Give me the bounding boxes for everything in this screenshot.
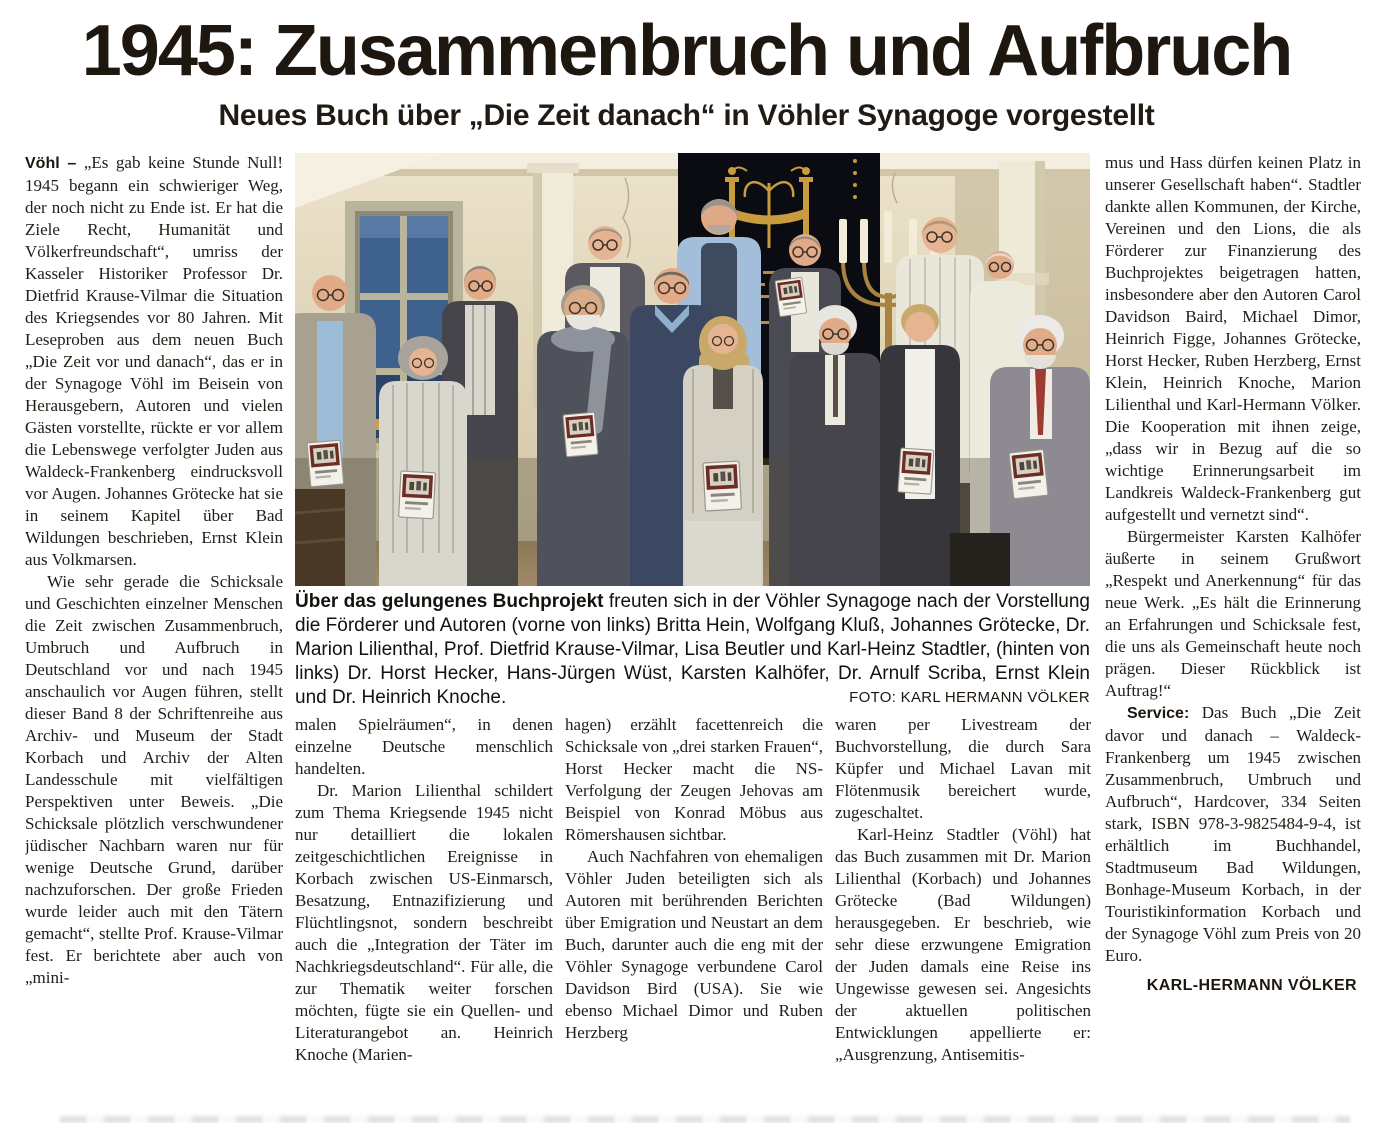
- paragraph: Dr. Marion Lilienthal schildert zum Thema Kriegsende 1945 nicht nur detailliert die lokalen zeitgeschichtlichen Ereignisse in Korbach zwischen US-Einmarsch, Besatzung, Entnazifizierung und Flüchtlingsnot, sondern beschreibt auch die „Integration der Täter im Nachkriegsdeutschland“. Für alle, die zur Thematik weiter forschen möchten, fügte sie ein Quellen- und Literaturangebot an. Heinrich Knoche (Marien-: [295, 781, 553, 1064]
- book-copy: [307, 440, 344, 487]
- article-column-1: [25, 152, 283, 1104]
- subheadline: Neues Buch über „Die Zeit danach“ in Vöhler Synagoge vorgestellt: [218, 99, 1155, 132]
- dateline: Vöhl –: [25, 155, 77, 172]
- author-byline: KARL-HERMANN VÖLKER: [1146, 977, 1357, 994]
- paragraph: waren per Livestream der Buchvorstellung, die durch Sara Küpfer und Michael Lavan mit Flötenmusik bereichert wurde, zugeschaltet.: [835, 715, 1091, 822]
- paragraph: hagen) erzählt facettenreich die Schicksale von „drei starken Frauen“, Horst Hecker macht die NS-Verfolgung der Zeugen Jehovas am Beispiel von Konrad Möbus aus Römershausen sichtbar.: [565, 715, 823, 844]
- group-photo-illustration: [295, 153, 1090, 586]
- next-section-edge: [60, 1116, 1350, 1123]
- headline: 1945: Zusammenbruch und Aufbruch: [81, 11, 1292, 91]
- paragraph-text: Das Buch „Die Zeit davor und danach – Waldeck-Frankenberg um 1945 zwischen Zusammenbruch, Umbruch und Aufbruch“, Hardcover, 334 Seiten stark, ISBN 978-3-9825484-9-4, ist erhältlich im Buchhandel, Stadtmuseum Bad Wildungen, Bonhage-Museum Korbach, in der Touristikinformation Korbach und der Synagoge Vöhl zum Preis von 20 Euro.: [1105, 703, 1361, 965]
- paragraph: Karl-Heinz Stadtler (Vöhl) hat das Buch zusammen mit Dr. Marion Lilienthal (Korbach) und Johannes Grötecke (Bad Wildungen) herausgegeben. Er beschrieb, wie sehr diese erzwungene Emigration der Juden damals eine Reise ins Ungewisse gewesen sei. Angesichts der aktuellen politischen Entwicklungen appellierte er: „Ausgrenzung, Antisemitis-: [835, 825, 1091, 1064]
- group-photo: [295, 153, 1090, 586]
- book-copy: [703, 461, 741, 511]
- person: [880, 304, 960, 586]
- book-copy: [775, 277, 807, 316]
- paragraph: Wie sehr gerade die Schicksale und Geschichten einzelner Menschen die Zeit zwischen Zusammenbruch, Umbruch und Aufbruch in Deutschland vor und nach 1945 anschaulich vor Augen führen, stellt dieser Band 8 der Schriftenreihe aus Archiv- und Museum der Stadt Korbach und Archiv der Alten Landesschule mit vielfältigen Perspektiven unter Beweis. „Die Schicksale plötzlich verschwundener jüdischer Nachbarn waren nur für wenige Deutsche Grund, darüber nachzuforschen. Der große Frieden wurde leider auch mit den Tätern gemacht“, stellte Prof. Krause-Vilmar fest. Er berichtete aber auch von „mini-: [25, 572, 283, 987]
- article-column-4: [835, 714, 1091, 1110]
- article-column-5: [1105, 152, 1361, 1112]
- speaker-box: [950, 533, 1010, 586]
- paragraph: mus und Hass dürfen keinen Platz in unserer Gesellschaft haben“. Stadtler dankte allen Kommunen, der Kirche, Vereinen und den Lions, die als Förderer zur Finanzierung des Buchprojektes beigetragen hatten, insbesondere aber den Autoren Carol Davidson Baird, Michael Dimor, Heinrich Figge, Johannes Grötecke, Horst Hecker, Ruben Herzberg, Ernst Klein, Heinrich Knoche, Marion Lilienthal und Karl-Hermann Völker. Die Kooperation mit ihnen zeige, „dass wir in Bezug auf die so wichtige Erinnerungsarbeit im Landkreis Waldeck-Frankenberg gut aufgestellt und vernetzt sind“.: [1105, 153, 1361, 524]
- service-lead: Service:: [1127, 705, 1190, 722]
- book-copy: [1009, 449, 1048, 498]
- service-paragraph: [1105, 702, 1361, 967]
- article-column-2: [295, 714, 553, 1110]
- paragraph: malen Spielräumen“, in denen einzelne Deutsche menschlich handelten.: [295, 715, 553, 778]
- photo-caption: [295, 590, 1090, 710]
- book-copy: [399, 471, 436, 519]
- photo-credit: FOTO: KARL HERMANN VÖLKER: [849, 689, 1090, 706]
- article-column-3: [565, 714, 823, 1110]
- paragraph: [25, 152, 283, 571]
- caption-lead: Über das gelungenes Buchprojekt: [295, 591, 604, 612]
- book-copy: [563, 412, 598, 457]
- caption-text: freuten sich in der Vöhler Synagoge nach der Vorstellung die Förderer und Autoren (vorne von links) Britta Hein, Wolfgang Kluß, Johannes Grötecke, Dr. Marion Lilienthal, Prof. Dietfrid Krause-Vilmar, Lisa Beutler und Karl-Heinz Stadtler, (hinten von links) Dr. Horst Hecker, Hans-Jürgen Wüst, Karsten Kalhöfer, Dr. Arnulf Scriba, Ernst Klein und Dr. Heinrich Knoche.: [295, 591, 1090, 708]
- bench: [295, 489, 345, 586]
- book-copy: [898, 448, 934, 494]
- paragraph-text: „Es gab keine Stunde Null! 1945 begann ein schwieriger Weg, der noch nicht zu Ende ist. Er hat die Ziele Recht, Humanität und Völkerfreundschaft“, umriss der Kasseler Historiker Professor Dr. Dietfrid Krause-Vilmar die Situation des Kriegsendes vor 80 Jahren. Mit Leseproben aus dem neuen Buch „Die Zeit vor und danach“, das er in der Synagoge Vöhl im Beisein von Herausgebern, Autoren und vielen Gästen vorstellte, rückte er vor allem die Lebenswege verfolgter Juden aus Waldeck-Frankenberg eindrucksvoll vor Augen. Johannes Grötecke hat sie in seinem Kapitel über Bad Wildungen beschrieben, Ernst Klein aus Volkmarsen.: [25, 153, 283, 569]
- paragraph: Bürgermeister Karsten Kalhöfer äußerte in seinem Grußwort „Respekt und Anerkennung“ für das neue Werk. „Es hält die Erinnerung an Erfahrungen und Schicksale fest, die uns als Gemeinschaft heute noch prägen. Dieser Rückblick ist Auftrag!“: [1105, 527, 1361, 700]
- paragraph: Auch Nachfahren von ehemaligen Vöhler Juden beteiligten sich als Autoren mit berührenden Berichten über Emigration und Neustart an dem Buch, darunter auch die eng mit der Vöhler Synagoge verbundene Carol Davidson Bird (USA). Sie wie ebenso Michael Dimor und Ruben Herzberg: [565, 847, 823, 1042]
